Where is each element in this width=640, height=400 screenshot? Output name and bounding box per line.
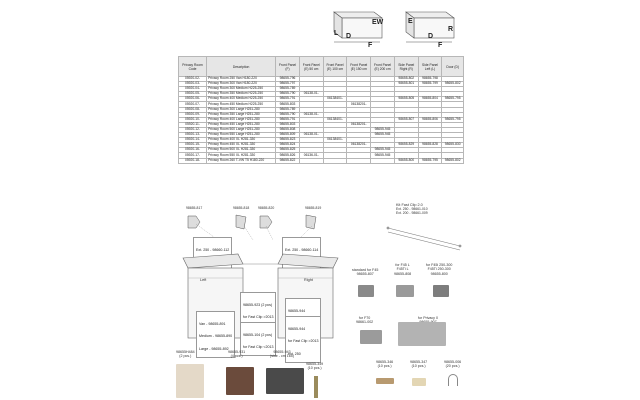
- table-cell: 05920-07-: [179, 102, 207, 107]
- clip-label-1: [240, 292, 276, 326]
- diagram-right-label-f: F: [438, 42, 443, 49]
- table-cell: 98655-803: [276, 122, 300, 127]
- clip4-line1: 98655-944: [288, 326, 306, 331]
- diagram-right-label-e: E: [408, 18, 413, 25]
- ext-left-line1: Ext. 250 - 98660-112: [196, 247, 230, 252]
- table-cell: 05920-02-: [179, 77, 207, 82]
- fitting-label: standard for F45 98655-807: [352, 268, 379, 277]
- table-cell: 98655-795: [442, 97, 464, 102]
- table-header: Side Panel Right (R): [394, 57, 418, 77]
- table-cell: 06136-01-: [299, 153, 323, 158]
- table-cell: 98655-830: [442, 143, 464, 148]
- table-cell: 05920-03-: [179, 82, 207, 87]
- table-header: Description: [207, 57, 276, 77]
- table-cell: 05920-11-: [179, 122, 207, 127]
- part-label: 98655-818: [233, 206, 250, 210]
- table-cell: 05920-04-: [179, 87, 207, 92]
- table-cell: 98655-828: [418, 143, 442, 148]
- clip4-line3: ext. 250: [288, 352, 301, 357]
- table-cell: 05920-13-: [179, 133, 207, 138]
- table-cell: Privacy Room 450 Large H251-280: [207, 122, 276, 127]
- table-cell: [323, 158, 347, 163]
- table-cell: [299, 158, 323, 163]
- diagram-right-label-d: D: [428, 33, 434, 40]
- table-cell: 06138401-: [323, 117, 347, 122]
- table-cell: 98655-825: [276, 148, 300, 153]
- table-cell: Privacy Room 250 Van H180-220: [207, 77, 276, 82]
- table-cell: 06138-01-: [299, 112, 323, 117]
- diagram-left-label-d: D: [346, 33, 352, 40]
- table-header: Door (D): [442, 57, 464, 77]
- table-cell: 06138401-: [323, 138, 347, 143]
- table-cell: Privacy Room 450 Medium H225-250: [207, 102, 276, 107]
- bottom-part-image: [412, 378, 426, 386]
- clip2-line2: for Fast Clip <2013: [243, 345, 274, 350]
- table-cell: 98655-795: [418, 158, 442, 163]
- table-cell: Privacy Room 400 Large H251-280: [207, 117, 276, 122]
- clip1-line2: for Fast Clip >2013: [243, 315, 274, 320]
- diagram-left: [320, 2, 390, 54]
- table-cell: 98655-791: [276, 97, 300, 102]
- table-cell: Privacy Room 350 Medium H225-250: [207, 92, 276, 97]
- table-header: Privacy Room Code: [179, 57, 207, 77]
- part-label: 98655-820: [258, 206, 275, 210]
- kit-line1: Ext. 250 - 98661-010: [396, 207, 428, 212]
- table-header: Front Panel (F): [276, 57, 300, 77]
- table-cell: Privacy Room 300 Large H251-280: [207, 107, 276, 112]
- table-cell: 06138201-: [347, 122, 371, 127]
- table-cell: 98655-808: [276, 127, 300, 132]
- table-cell: 98655-805: [394, 97, 418, 102]
- table-cell: 06138201-: [347, 102, 371, 107]
- part-label: 98655-817: [186, 206, 203, 210]
- fitting-image: [398, 322, 446, 346]
- bottom-part-image: [226, 367, 254, 395]
- table-cell: 98655-809: [276, 133, 300, 138]
- fitting-label: for F45 L F45Ti L 98655-808: [394, 263, 412, 276]
- table-cell: 98655-796: [276, 77, 300, 82]
- table-cell: 05920-16-: [179, 148, 207, 153]
- table-cell: 05920-09-: [179, 112, 207, 117]
- table-cell: 98655-802: [394, 77, 418, 82]
- fitting-image: [396, 285, 414, 297]
- table-cell: 98655-829: [394, 143, 418, 148]
- diagram-left-label-ew: EW: [372, 19, 384, 26]
- bottom-part-image: [266, 368, 304, 394]
- table-header: Front Panel (E) 150 cm: [347, 57, 371, 77]
- table-cell: Privacy Room 550 XL H281-330: [207, 153, 276, 158]
- bottom-part-label: 98655-349 (10 pcs.): [306, 362, 324, 371]
- table-cell: 98655-789: [276, 107, 300, 112]
- table-cell: [371, 158, 395, 163]
- table-cell: 98655-945: [371, 148, 395, 153]
- table-cell: 98655-797: [276, 82, 300, 87]
- table-cell: 98655-945: [371, 133, 395, 138]
- table-row: [179, 158, 464, 163]
- van-line3: Large - 98655-892: [199, 347, 229, 352]
- table-cell: 98655-790: [276, 92, 300, 97]
- table-cell: Privacy Room 300 Medium H225-250: [207, 87, 276, 92]
- table-cell: 05920-05-: [179, 92, 207, 97]
- fitting-label: for F45i 250-300 F45Ti 250-300 98655-800: [426, 263, 453, 276]
- table-cell: 98655-800: [394, 158, 418, 163]
- van-line2: Medium - 98655-890: [199, 334, 233, 339]
- table-header: Front Panel (E) 200 cm: [371, 57, 395, 77]
- diagram-left-label-f: F: [368, 42, 373, 49]
- table-cell: 98655-802: [442, 82, 464, 87]
- table-cell: Privacy Room 350 Large H251-280: [207, 112, 276, 117]
- fitting-label: for Privacy 0: [418, 316, 438, 320]
- table-cell: 98655-791: [276, 117, 300, 122]
- kit-title: Kit Fast Clip 2.0: [396, 203, 423, 207]
- bottom-part-label: 98655-346 (10 pcs.): [376, 360, 394, 369]
- bottom-part-label: 98655-931 (4 pcs.): [228, 350, 246, 359]
- table-cell: 98655-806: [418, 117, 442, 122]
- table-cell: 98655-801: [394, 82, 418, 87]
- bottom-part-image: [448, 374, 458, 386]
- table-cell: [347, 158, 371, 163]
- bottom-part-label: 98655-347 (10 pcs.): [410, 360, 428, 369]
- table-cell: 98655-803: [276, 102, 300, 107]
- table-cell: 05920-12-: [179, 127, 207, 132]
- table-header: Side Panel Left (L): [418, 57, 442, 77]
- table-cell: 06138-01-: [299, 92, 323, 97]
- panel-left-title: Left: [200, 278, 207, 282]
- van-line1: Van - 98655-891: [199, 321, 226, 326]
- kit-line2: Ext. 200 - 98661-009: [396, 211, 428, 216]
- table-cell: 98655-945: [371, 153, 395, 158]
- fitting-label: for F70 98661-002: [356, 316, 374, 325]
- bottom-part-label: 98655H484 (2 pcs.): [176, 350, 195, 359]
- clip2-line1: 98655-104 (2 pcs): [243, 332, 273, 337]
- table-cell: 98655-795: [442, 117, 464, 122]
- table-cell: Privacy Room 450 XL H281-330: [207, 143, 276, 148]
- table-cell: 05920-17-: [179, 153, 207, 158]
- table-cell: 05920-08-: [179, 107, 207, 112]
- diagram-left-label-l: L: [334, 30, 339, 37]
- fast-clip-rods: [384, 224, 464, 254]
- table-cell: Privacy Room 550 Large H251-280: [207, 133, 276, 138]
- table-cell: 05920-06-: [179, 97, 207, 102]
- diagram-right-label-r: R: [448, 26, 454, 33]
- table-cell: Privacy Room 500 Large H251-280: [207, 127, 276, 132]
- part-label: 98655-819: [305, 206, 322, 210]
- table-cell: 05920-15-: [179, 143, 207, 148]
- table-cell: Privacy Room 300 Van H180-220: [207, 82, 276, 87]
- bottom-part-label: 98655-943 (side - cm 165): [270, 350, 294, 359]
- kit-fast-clip-box: [396, 203, 466, 215]
- table-cell: 98655-807: [394, 117, 418, 122]
- table-cell: 98655-823: [276, 138, 300, 143]
- fitting-image: [433, 285, 449, 297]
- table-cell: 05920-14-: [179, 138, 207, 143]
- table-cell: 05920-18-: [179, 158, 207, 163]
- table-cell: 06138201-: [347, 143, 371, 148]
- table-cell: 98655-826: [276, 153, 300, 158]
- table-header: Front Panel (E) 50 cm: [299, 57, 323, 77]
- ext-right-line1: Ext. 250 - 98660-114: [285, 247, 319, 252]
- table-cell: Privacy Room 400 XL H281-330: [207, 138, 276, 143]
- table-cell: 98655-798: [418, 77, 442, 82]
- table-cell: 98655-789: [276, 87, 300, 92]
- bottom-part-image: [176, 364, 204, 398]
- table-cell: 98655-804: [418, 97, 442, 102]
- table-cell: Privacy Room 500 XL H281-330: [207, 148, 276, 153]
- table-cell: Privacy Room 260 T-VW T5 H180-220: [207, 158, 276, 163]
- clip1-line1: 98655-923 (2 pcs): [243, 302, 273, 307]
- table-cell: 98655-799: [418, 82, 442, 87]
- clip4-line2: for Fast Clip >2013: [288, 339, 319, 344]
- bottom-part-image: [314, 376, 318, 398]
- table-cell: 98655-822: [276, 158, 300, 163]
- table-header-row: [179, 57, 464, 77]
- panel-right-title: Right: [304, 278, 313, 282]
- parts-table: [178, 56, 464, 164]
- table-cell: 98655-802: [442, 158, 464, 163]
- clip3-line1: 98655-944: [288, 308, 306, 313]
- table-cell: 05920-10-: [179, 117, 207, 122]
- table-cell: 06138401-: [323, 97, 347, 102]
- fitting-image: [360, 330, 382, 344]
- table-cell: 98655-945: [371, 127, 395, 132]
- table-cell: 98655-790: [276, 112, 300, 117]
- table-cell: 98655-824: [276, 143, 300, 148]
- bottom-part-image: [376, 378, 394, 384]
- table-header: Front Panel (E) 100 cm: [323, 57, 347, 77]
- bottom-part-label: 98655-006 (20 pcs.): [444, 360, 462, 369]
- table-cell: Privacy Room 400 Medium H225-250: [207, 97, 276, 102]
- table-cell: 06138-01-: [299, 133, 323, 138]
- fitting-image: [358, 285, 374, 297]
